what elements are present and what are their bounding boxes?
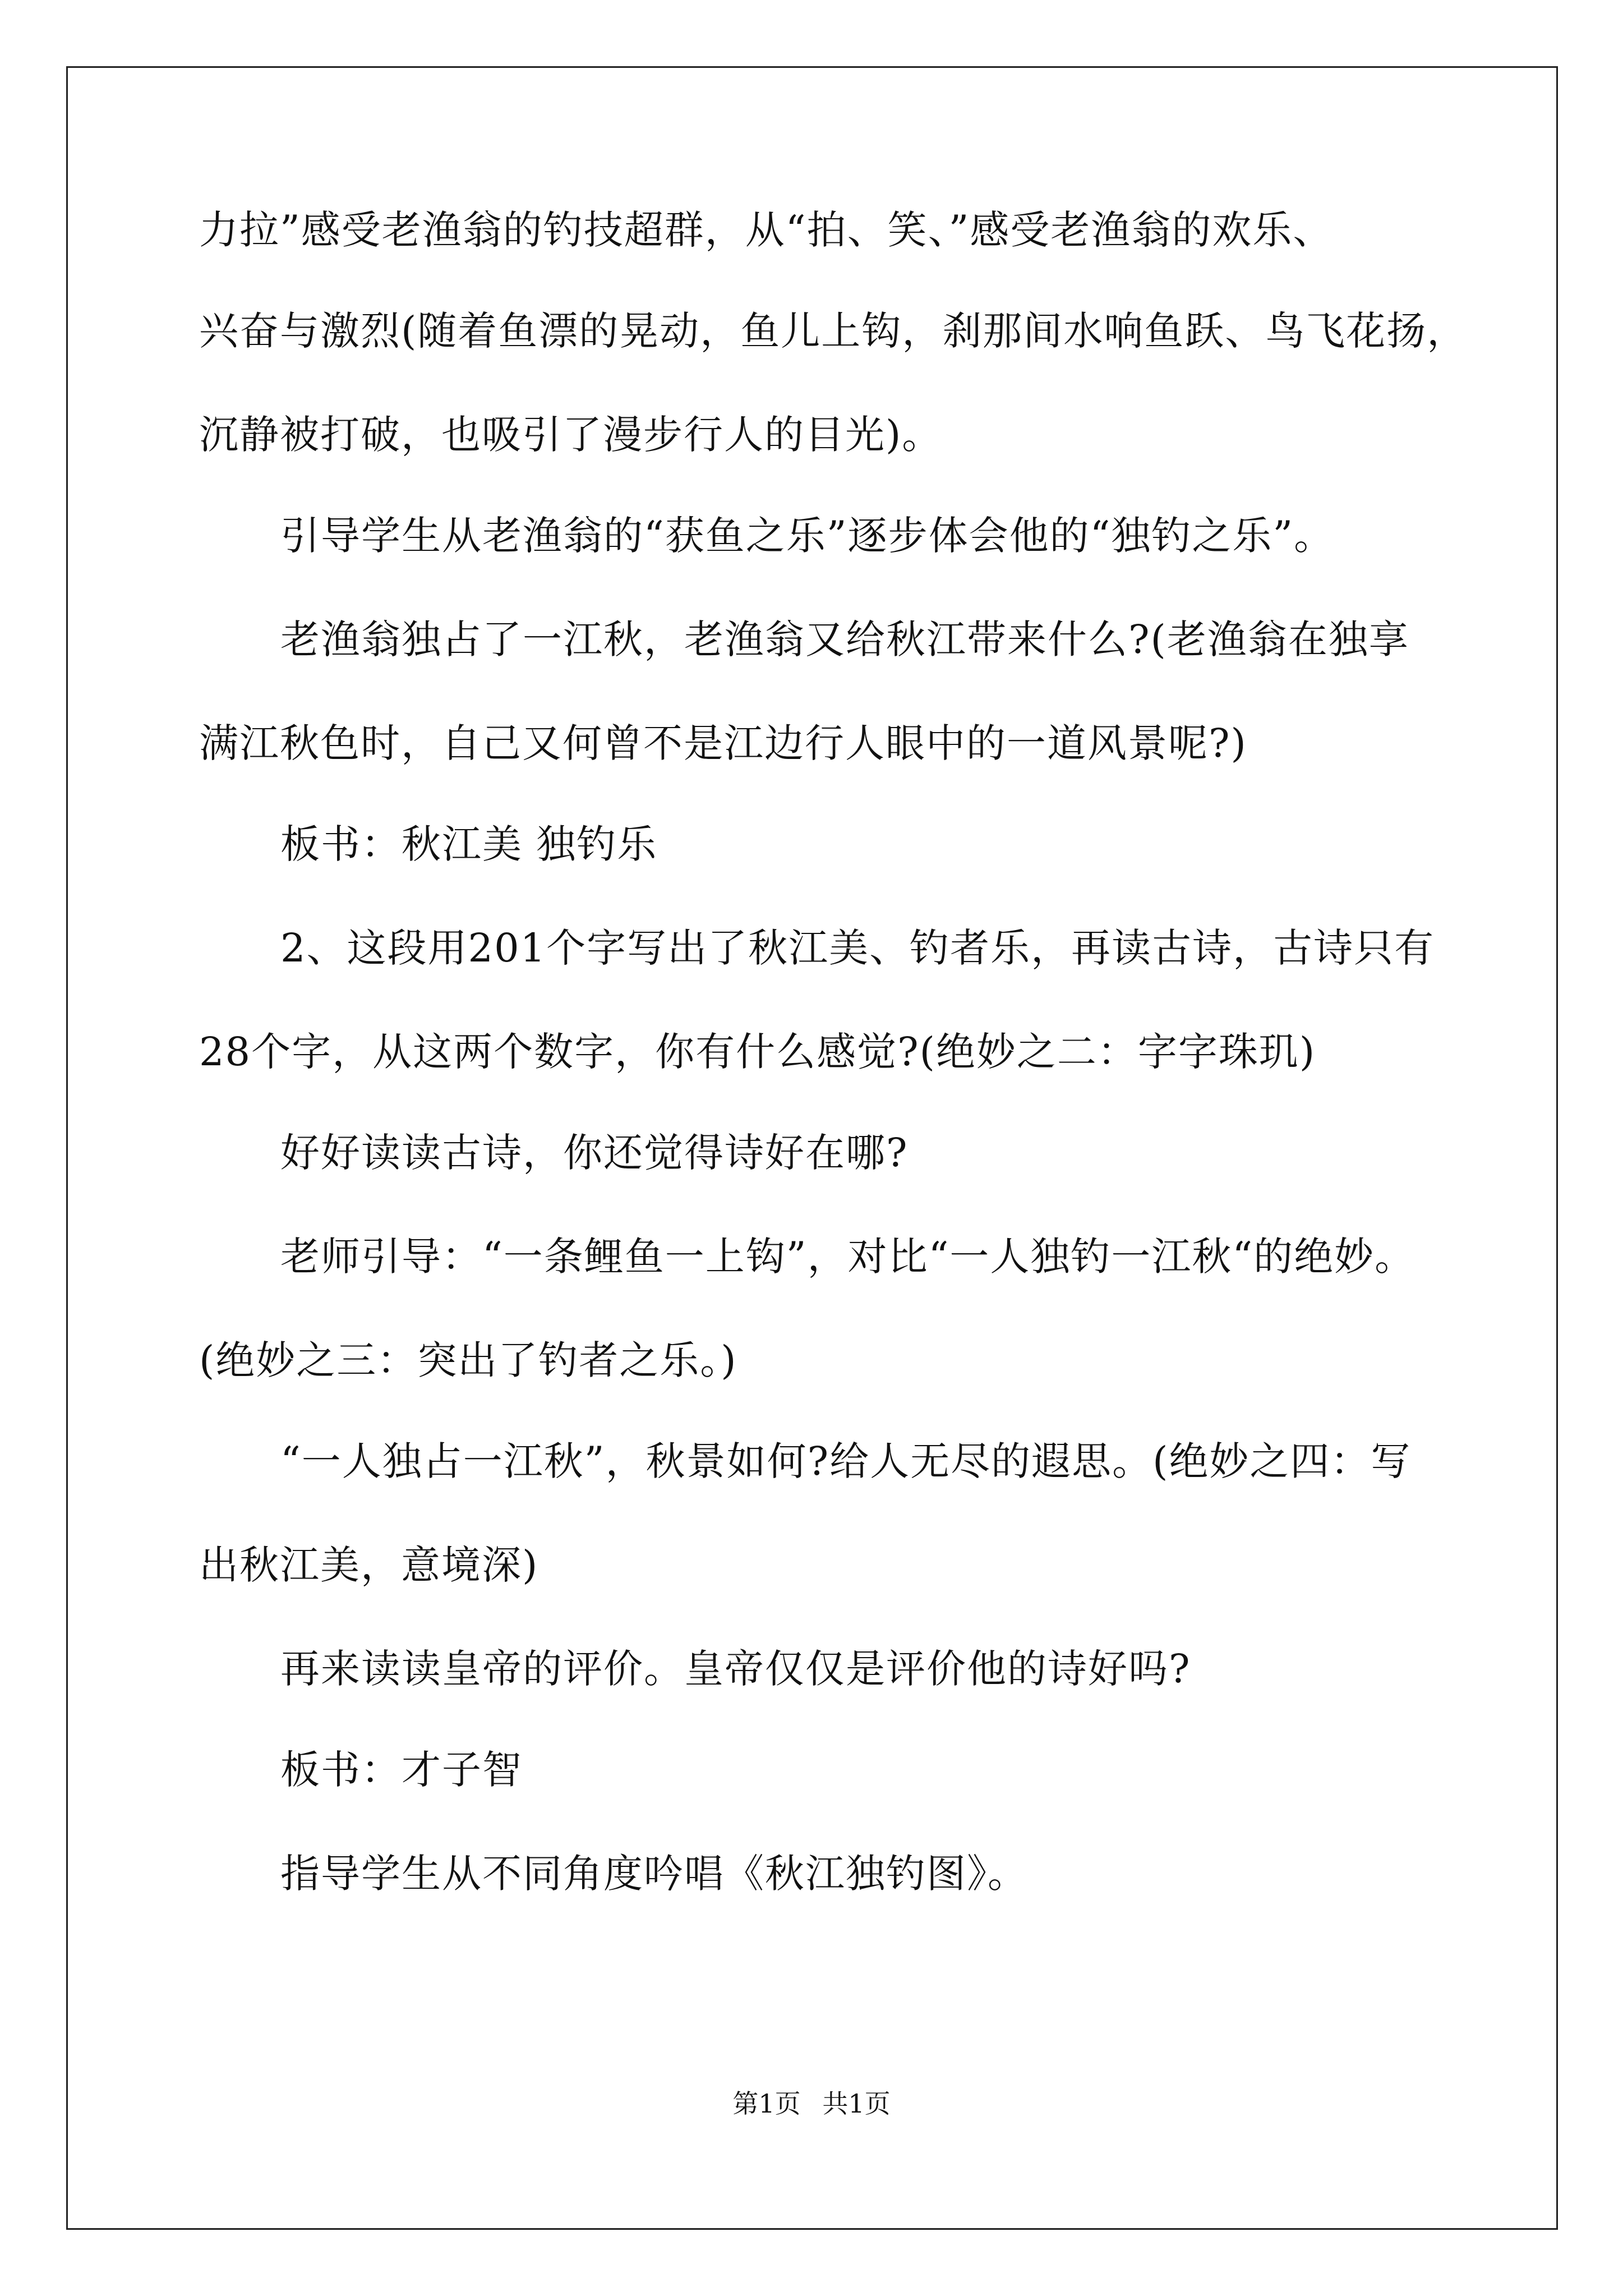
paragraph-line: 力拉”感受老渔翁的钓技超群，从“拍、笑、”感受老渔翁的欢乐、 (199, 207, 1334, 253)
page-footer (0, 2087, 1623, 2120)
paragraph-line: 老师引导：“一条鲤鱼一上钩”，对比“一人独钓一江秋“的绝妙。 (280, 1234, 1415, 1280)
paragraph-line: 28个字，从这两个数字，你有什么感觉?(绝妙之二：字字珠玑) (199, 1029, 1316, 1075)
paragraph-line: 再来读读皇帝的评价。皇帝仅仅是评价他的诗好吗? (280, 1646, 1191, 1692)
paragraph-line: 板书：才子智 (280, 1747, 523, 1793)
page-number: 第1页 (732, 2088, 801, 2119)
paragraph-line: 老渔翁独占了一江秋，老渔翁又给秋江带来什么?(老渔翁在独享 (280, 616, 1409, 662)
paragraph-line: 满江秋色时，自己又何曾不是江边行人眼中的一道风景呢?) (199, 720, 1247, 766)
paragraph-line: 出秋江美，意境深) (199, 1542, 539, 1588)
paragraph-line: 沉静被打破，也吸引了漫步行人的目光)。 (199, 412, 943, 458)
paragraph-line: 指导学生从不同角度吟唱《秋江独钓图》。 (280, 1851, 1028, 1897)
paragraph-line: 2、这段用201个字写出了秋江美、钓者乐，再读古诗，古诗只有 (280, 925, 1435, 971)
paragraph-line: “一人独占一江秋”，秋景如何?给人无尽的遐思。(绝妙之四：写 (280, 1438, 1412, 1484)
paragraph-line: 兴奋与激烈(随着鱼漂的晃动，鱼儿上钩，刹那间水响鱼跃、鸟飞花扬， (199, 308, 1468, 354)
paragraph-line: (绝妙之三：突出了钓者之乐。) (199, 1337, 737, 1383)
paragraph-line: 引导学生从老渔翁的“获鱼之乐”逐步体会他的“独钓之乐”。 (280, 513, 1335, 559)
paragraph-line: 好好读读古诗，你还觉得诗好在哪? (280, 1130, 909, 1176)
page-total: 共1页 (822, 2088, 891, 2119)
paragraph-line: 板书：秋江美 独钓乐 (280, 821, 658, 867)
